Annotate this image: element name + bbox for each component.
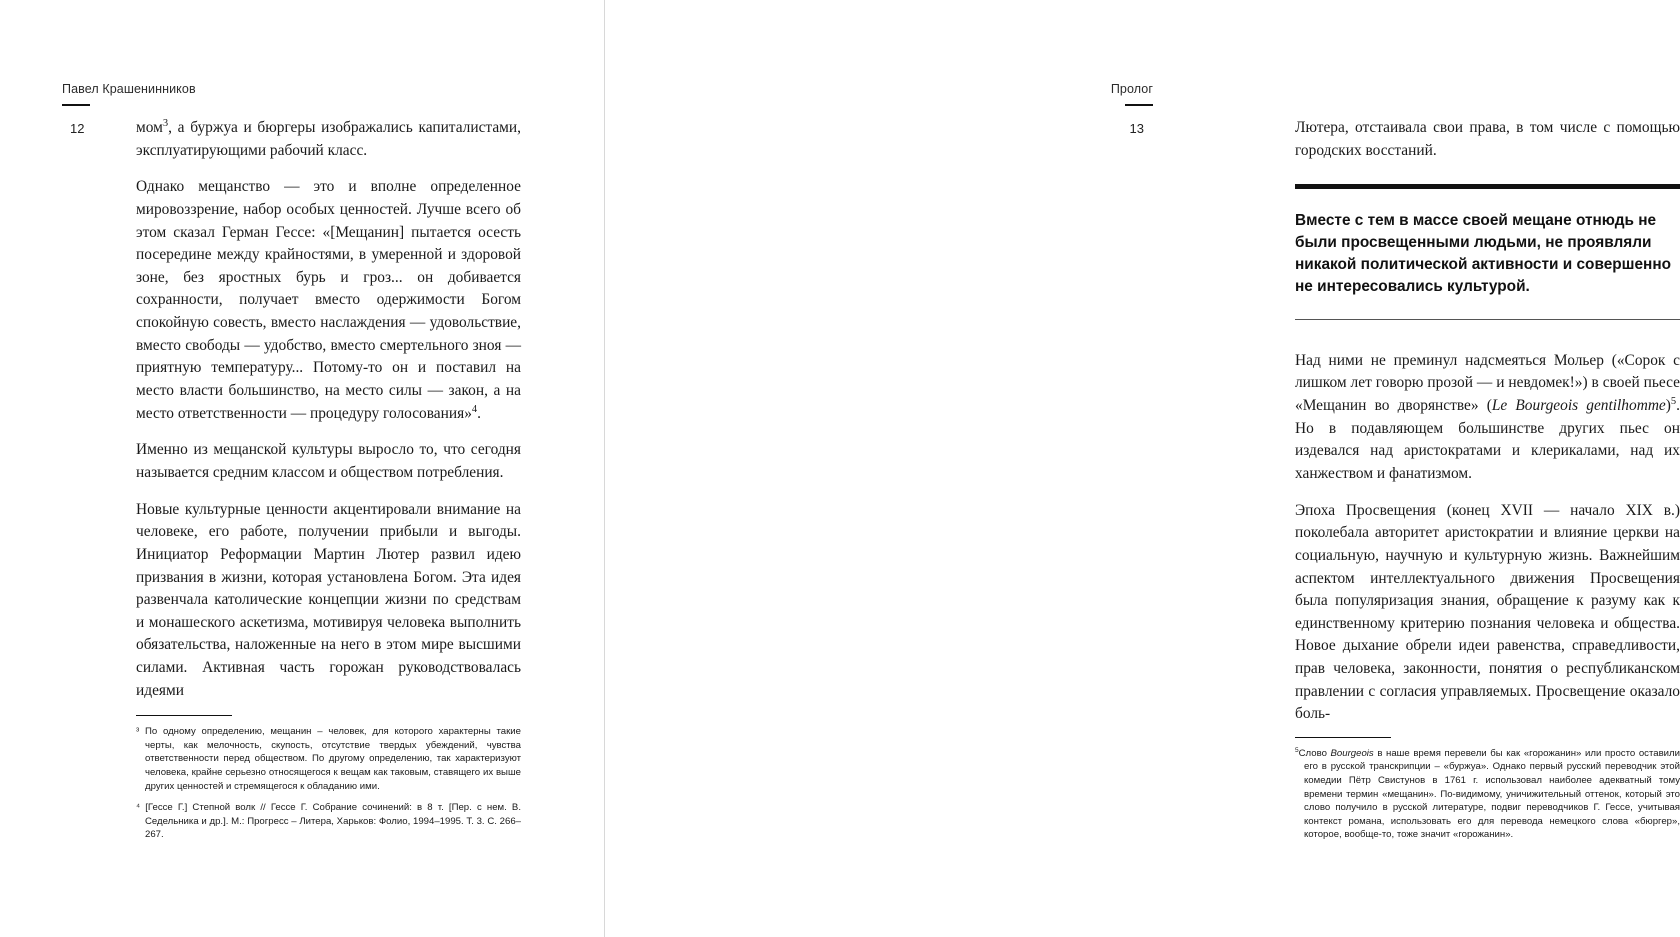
pull-quote-text: Вместе с тем в массе своей мещане отнюдь не были просвещенными людьми, не проявляли никакой политической активности и совершенно не интересовались культурой.	[1295, 212, 1672, 295]
pull-quote-bottom-rule	[1295, 319, 1680, 320]
footnote-item: ⁴ [Гессе Г.] Степной волк // Гессе Г. Собрание сочинений: в 8 т. [Пер. с нем. В. Седельника и др.]. М.: Прогресс – Литера, Харьков: Фолио, 1994–1995. Т. 3. С. 266–267.	[136, 802, 521, 841]
page-left	[0, 0, 605, 937]
running-head-right: Пролог	[1110, 82, 1153, 96]
header-rule-right	[1125, 104, 1153, 106]
pull-quote-top-rule	[1295, 184, 1680, 189]
paragraph: Над ними не преминул надсмеяться Мольер («Сорок с лишком лет говорю прозой — и невдомек!») в своей пьесе «Мещанин во дворянстве» (Le Bourgeois gentilhomme)$^5$. Но в подавляющем большинстве других пьес он издевался над аристократами и клерикалами, над их ханжеством и фанатизмом.	[1295, 351, 1680, 482]
pull-quote	[1295, 184, 1680, 320]
body-text-left	[136, 117, 521, 716]
footnote-separator	[1295, 737, 1391, 738]
page-number-left: 12	[70, 121, 85, 136]
paragraph: Лютера, отстаивала свои права, в том числе с помощью городских восстаний.	[1295, 119, 1680, 159]
paragraph: Однако мещанство — это и вполне определенное мировоззрение, набор особых ценностей. Лучше всего об этом сказал Герман Гессе: «[Мещанин] пытается осесть посередине между крайностями, в умеренной и здоровой зоне, без яростных бурь и гроз... он добивается сохранности, получает вместо одержимости Богом спокойную совесть, вместо наслаждения — удовольствие, вместо свободы — удобство, вместо смертельного зноя — приятную температуру... Потому-то он и поставил на место власти большинство, на место силы — закон, а на место ответственности — процедуру голосования»$^4$.	[136, 178, 521, 422]
paragraph: Новые культурные ценности акцентировали внимание на человеке, его работе, получении прибыли и выгоды. Инициатор Реформации Мартин Лютер развил идею призвания в жизни, которая установлена Богом. Эта идея развенчала католические концепции жизни по средствам и монашеского аскетизма, мотивируя человека выполнить обязательства, наложенные на него в этом мире высшими силами. Активная часть горожан руководствовалась идеями	[136, 500, 521, 699]
running-head-left: Павел Крашенинников	[62, 82, 196, 96]
page-gutter-divider	[604, 0, 605, 937]
paragraph: Эпоха Просвещения (конец XVII — начало XIX в.) поколебала авторитет аристократии и влияние церкви на социальную, научную и культурную жизнь. Важнейшим аспектом интеллектуального движения Просвещения была популяризация знания, обращение к разуму как к единственному критерию познания человека и общества. Новое дыхание обрели идеи равенства, справедливости, прав человека, законности, понятия о республиканском правлении с согласия управляемых. Просвещение оказало боль-	[1295, 501, 1680, 723]
footnote-item: $^5$Слово Bourgeois в наше время перевели бы как «горожанин» или просто оставили его в русской транскрипции – «буржуа». Однако первый русский переводчик этой комедии Пётр Свистунов в 1761 г. использовал наиболее адекватный тому времени термин «мещанин». По-видимому, уничижительный оттенок, который это слово получило в русской литературе, подвиг переводчиков Г. Гессе, учитывая контекст романа, использовать его для перевода немецкого слова «бюргер», которое, вообще-то, тоже значит «горожанин».	[1295, 746, 1680, 841]
footnote-item: ³ По одному определению, мещанин – человек, для которого характерны такие черты, как мелочность, скупость, отсутствие твердых убеждений, чувства ответственности перед обществом. По другому определению, так характеризуют человека, крайне серьезно относящегося к вещам как таковым, ставящего их выше других ценностей и стремящегося к обладанию ими.	[136, 726, 521, 792]
footnote-separator	[136, 715, 232, 716]
footnotes-left	[136, 715, 521, 842]
page-number-right: 13	[1129, 121, 1144, 136]
footnotes-right	[1295, 737, 1680, 842]
paragraph: мом$^3$, а буржуа и бюргеры изображались капиталистами, эксплуатирующими рабочий класс.	[136, 117, 521, 159]
body-text-right	[1295, 117, 1680, 740]
page-right	[605, 0, 1680, 937]
header-rule-left	[62, 104, 90, 106]
paragraph: Именно из мещанской культуры выросло то, что сегодня называется средним классом и обществом потребления.	[136, 441, 521, 481]
